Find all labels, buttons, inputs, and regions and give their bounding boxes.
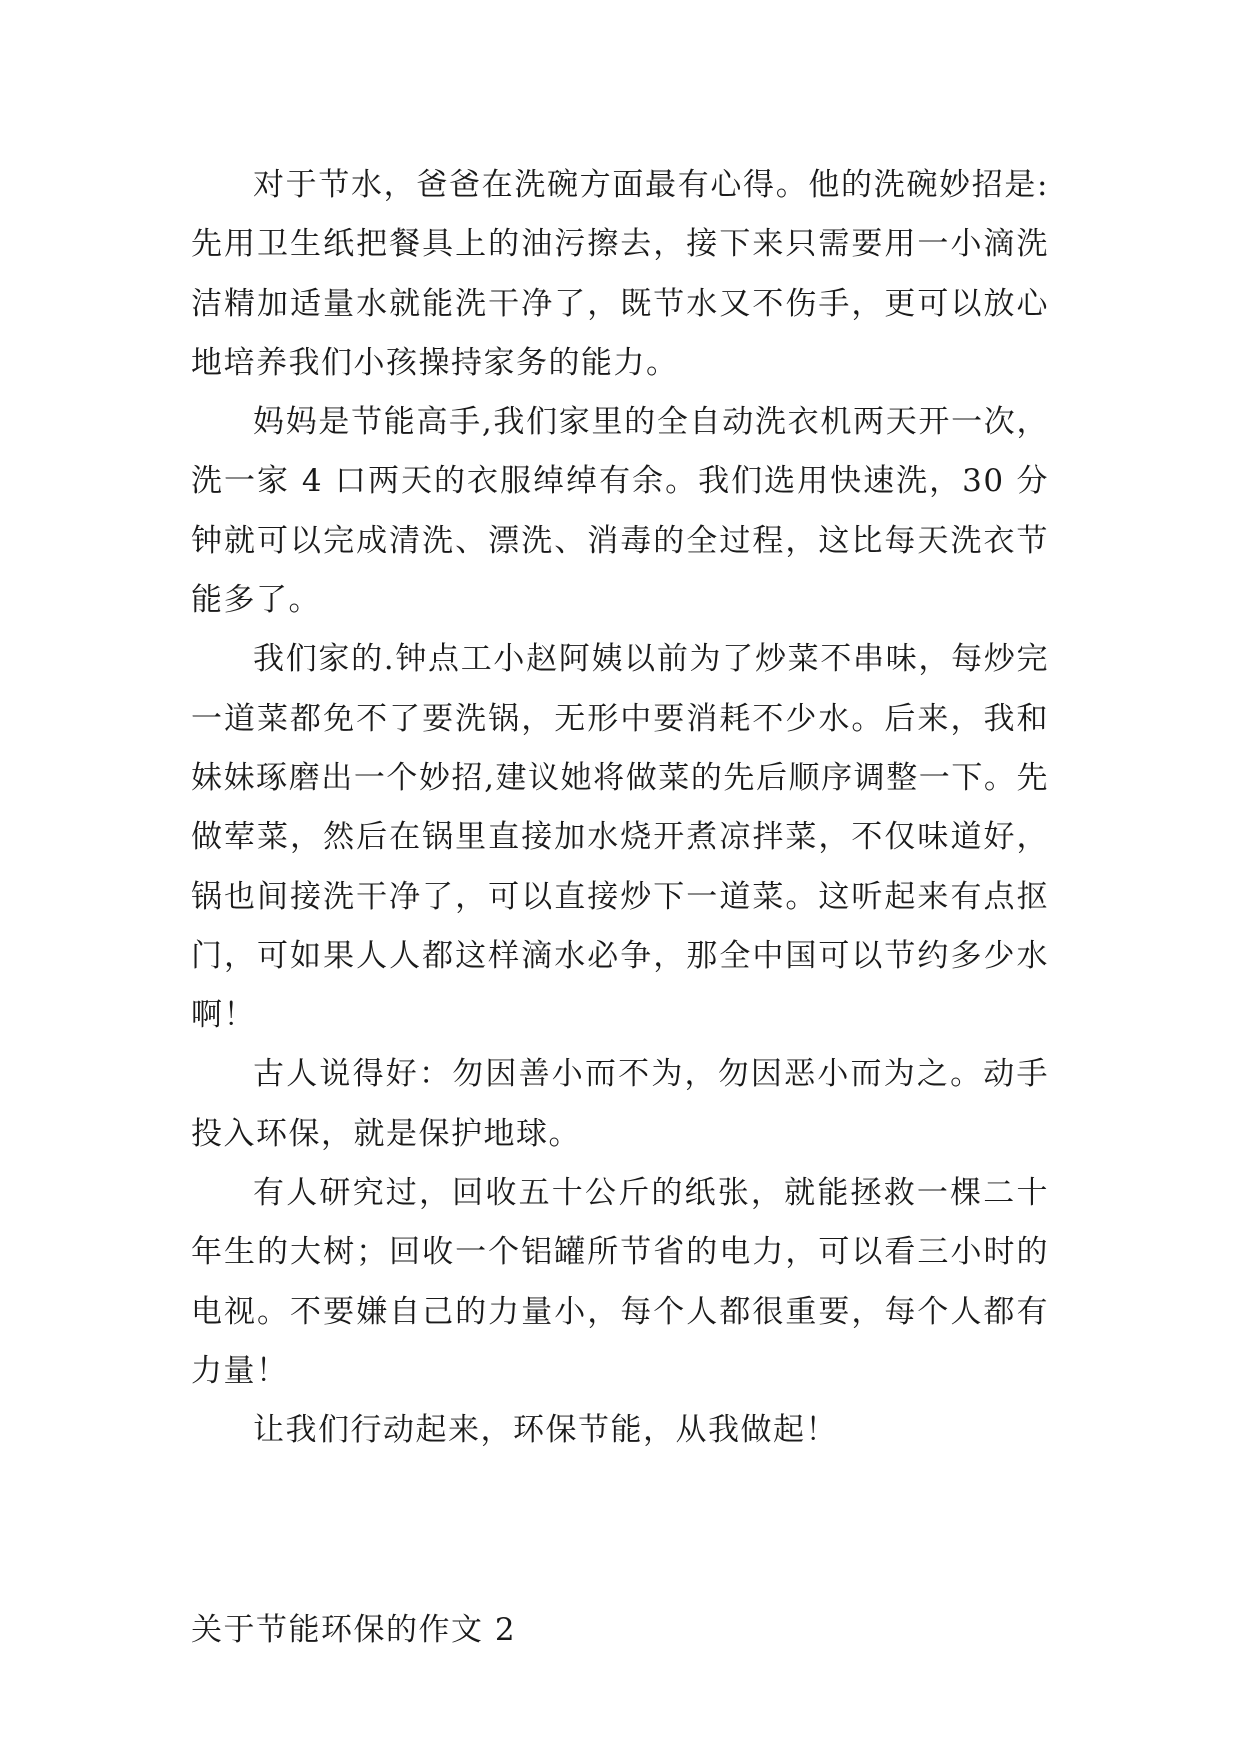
- paragraph-dishwashing: 对于节水，爸爸在洗碗方面最有心得。他的洗碗妙招是:先用卫生纸把餐具上的油污擦去，接下来只需要用一小滴洗洁精加适量水就能洗干净了，既节水又不伤手，更可以放心地培养我们小孩操持家务的能力。: [191, 167, 1049, 381]
- paragraph-laundry: 妈妈是节能高手,我们家里的全自动洗衣机两天开一次，洗一家 4 口两天的衣服绰绰有余。我们选用快速洗，30 分钟就可以完成清洗、漂洗、消毒的全过程，这比每天洗衣节能多了。: [191, 404, 1049, 619]
- paragraph-cooking: 我们家的.钟点工小赵阿姨以前为了炒菜不串味，每炒完一道菜都免不了要洗锅，无形中要消耗不少水。后来，我和妹妹琢磨出一个妙招,建议她将做菜的先后顺序调整一下。先做荤菜，然后在锅里直接加水烧开煮凉拌菜，不仅味道好，锅也间接洗干净了，可以直接炒下一道菜。这听起来有点抠门，可如果人人都这样滴水必争，那全中国可以节约多少水啊！: [191, 641, 1049, 1034]
- paragraph-call-to-action: 让我们行动起来，环保节能，从我做起！: [253, 1412, 838, 1449]
- section-heading: 关于节能环保的作文 2: [191, 1612, 517, 1648]
- document-body: [191, 156, 1049, 1461]
- paragraph-proverb: 古人说得好：勿因善小而不为，勿因恶小而为之。动手投入环保，就是保护地球。: [191, 1056, 1049, 1152]
- paragraph-recycling: 有人研究过，回收五十公斤的纸张，就能拯救一棵二十年生的大树；回收一个铝罐所节省的电力，可以看三小时的电视。不要嫌自己的力量小，每个人都很重要，每个人都有力量！: [191, 1175, 1049, 1389]
